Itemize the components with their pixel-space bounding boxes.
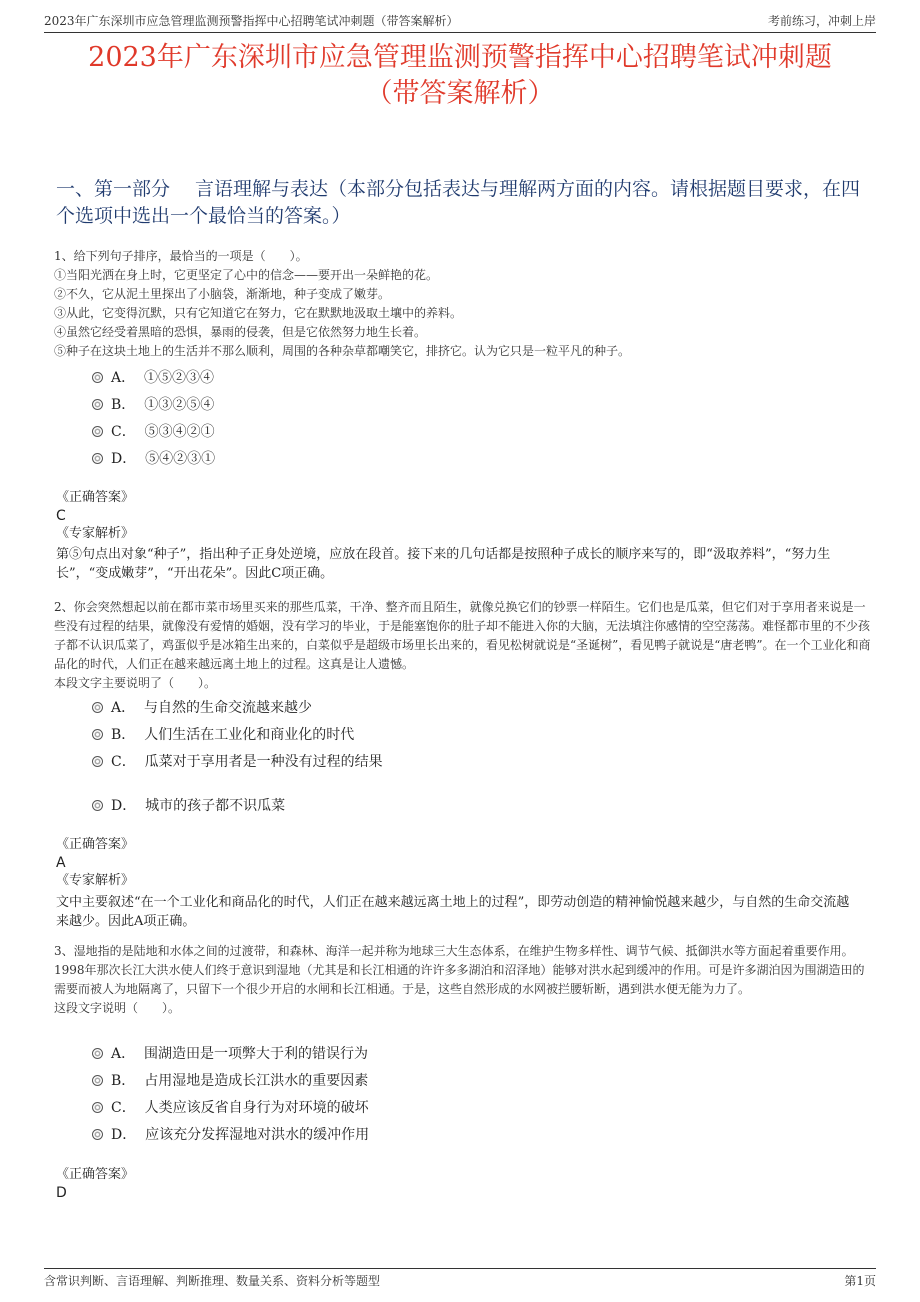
question-2-answer (56, 836, 134, 890)
option-letter: B． (111, 727, 136, 743)
question-2-passage: 2、你会突然想起以前在都市菜市场里买来的那些瓜菜，干净、整齐而且陌生，就像兑换它们的钞票一样陌生。它们也是瓜菜，但它们对于享用者来说是一些没有过程的结果，就像没有爱情的婚姻，没有学习的毕业，于是能塞饱你的肚子却不能进入你的大脑，无法填注你感情的空空荡荡。难怪都市里的不少孩子都不认识瓜菜了，鸡蛋似乎是冰箱生出来的，白菜似乎是超级市场里长出来的，看见松树就说是“圣诞树”，看见鸭子就说是“唐老鸭”。在一个工业化和商品化的时代，人们正在越来越远离土地上的过程。这真是让人遗憾。 (54, 600, 871, 671)
explanation-label: 《专家解析》 (56, 873, 135, 888)
question-1-explanation: 第⑤句点出对象“种子”，指出种子正身处逆境，应放在段首。接下来的几句话都是按照种子成长的顺序来写的，即“汲取养料”，“努力生长”，“变成嫩芽”，“开出花朵”。因此C项正确。 (56, 547, 831, 581)
option-letter: A． (111, 1046, 136, 1062)
question-1-answer (56, 489, 134, 543)
option-letter: C． (111, 754, 136, 770)
answer-value: C (56, 508, 66, 524)
title-line-2: （带答案解析） (365, 78, 555, 109)
question-1-sentence: ④虽然它经受着黑暗的恐惧，暴雨的侵袭，但是它依然努力地生长着。 (54, 325, 427, 339)
question-1-text (54, 247, 872, 361)
option-text: 人类应该反省自身行为对环境的破坏 (144, 1100, 369, 1116)
option-b[interactable] (92, 394, 214, 414)
radio-icon[interactable] (92, 372, 103, 383)
option-letter: A． (111, 700, 136, 716)
option-text: ⑤③④②① (144, 424, 215, 440)
option-text: 应该充分发挥湿地对洪水的缓冲作用 (145, 1127, 370, 1143)
page-number: 第1页 (844, 1274, 876, 1288)
radio-icon[interactable] (92, 1048, 103, 1059)
option-c[interactable] (92, 751, 383, 771)
radio-icon[interactable] (92, 1129, 103, 1140)
page-header (44, 10, 876, 33)
radio-icon[interactable] (92, 426, 103, 437)
option-letter: D． (111, 1127, 137, 1143)
explanation-label: 《专家解析》 (56, 526, 135, 541)
radio-icon[interactable] (92, 800, 103, 811)
option-letter: D． (111, 451, 137, 467)
option-text: ①⑤②③④ (144, 370, 215, 386)
radio-icon[interactable] (92, 756, 103, 767)
option-text: ⑤④②③① (145, 451, 216, 467)
question-1-stem: 1、给下列句子排序，最恰当的一项是（ ）。 (54, 249, 308, 263)
option-text: 城市的孩子都不识瓜菜 (145, 798, 286, 814)
question-3-answer (56, 1166, 134, 1202)
option-d[interactable] (92, 795, 285, 815)
option-text: 与自然的生命交流越来越少 (144, 700, 313, 716)
header-doc-title: 2023年广东深圳市应急管理监测预警指挥中心招聘笔试冲刺题（带答案解析） (44, 14, 459, 28)
radio-icon[interactable] (92, 1075, 103, 1086)
question-1-sentence: ⑤种子在这块土地上的生活并不那么顺利，周围的各种杂草都嘲笑它，排挤它。认为它只是一粒平凡的种子。 (54, 344, 631, 358)
option-letter: C． (111, 424, 136, 440)
option-a[interactable] (92, 367, 214, 387)
option-d[interactable] (92, 1124, 369, 1144)
answer-label: 《正确答案》 (56, 490, 135, 505)
option-letter: B． (111, 1073, 136, 1089)
question-2-prompt: 本段文字主要说明了（ ）。 (54, 676, 217, 690)
radio-icon[interactable] (92, 729, 103, 740)
question-2-explanation: 文中主要叙述“在一个工业化和商品化的时代，人们正在越来越远离土地上的过程”，即劳动创造的精神愉悦越来越少，与自然的生命交流越来越少。因此A项正确。 (56, 895, 850, 929)
question-1-sentence: ②不久，它从泥土里探出了小脑袋，渐渐地，种子变成了嫩芽。 (54, 287, 391, 301)
radio-icon[interactable] (92, 399, 103, 410)
option-text: 人们生活在工业化和商业化的时代 (144, 727, 355, 743)
radio-icon[interactable] (92, 702, 103, 713)
radio-icon[interactable] (92, 1102, 103, 1113)
option-letter: B． (111, 397, 136, 413)
question-2-text (54, 598, 872, 693)
option-b[interactable] (92, 724, 354, 744)
option-d[interactable] (92, 448, 215, 468)
option-a[interactable] (92, 1043, 368, 1063)
document-title (30, 40, 890, 112)
question-1-sentence: ③从此，它变得沉默，只有它知道它在努力，它在默默地汲取土壤中的养料。 (54, 306, 463, 320)
question-3-text (54, 942, 872, 1018)
option-a[interactable] (92, 697, 312, 717)
option-text: 瓜菜对于享用者是一种没有过程的结果 (144, 754, 383, 770)
question-1-sentence: ①当阳光洒在身上时，它更坚定了心中的信念——要开出一朵鲜艳的花。 (54, 268, 439, 282)
option-b[interactable] (92, 1070, 368, 1090)
option-letter: D． (111, 798, 137, 814)
option-c[interactable] (92, 421, 215, 441)
header-slogan: 考前练习，冲刺上岸 (767, 14, 876, 28)
answer-label: 《正确答案》 (56, 837, 135, 852)
page-footer (44, 1268, 876, 1289)
footer-topics: 含常识判断、言语理解、判断推理、数量关系、资料分析等题型 (44, 1274, 381, 1288)
option-text: 占用湿地是造成长江洪水的重要因素 (144, 1073, 369, 1089)
question-3-passage: 3、湿地指的是陆地和水体之间的过渡带，和森林、海洋一起并称为地球三大生态体系，在维护生物多样性、调节气候、抵御洪水等方面起着重要作用。1998年那次长江大洪水使人们终于意识到湿地（尤其是和长江相通的许许多多湖泊和沼泽地）能够对洪水起到缓冲的作用。可是许多湖泊因为围湖造田的需要而被人为地隔离了，只留下一个很少开启的水闸和长江相通。于是，这些自然形成的水网被拦腰斩断，遇到洪水便无能为力了。 (54, 944, 865, 996)
option-c[interactable] (92, 1097, 369, 1117)
question-3-prompt: 这段文字说明（ ）。 (54, 1001, 181, 1015)
section-heading: 一、第一部分 言语理解与表达（本部分包括表达与理解两方面的内容。请根据题目要求，在四个选项中选出一个最恰当的答案。） (56, 178, 861, 227)
answer-value: A (56, 855, 66, 871)
answer-label: 《正确答案》 (56, 1167, 135, 1182)
answer-value: D (56, 1185, 67, 1201)
option-text: 围湖造田是一项弊大于利的错误行为 (144, 1046, 369, 1062)
option-letter: C． (111, 1100, 136, 1116)
title-line-1: 2023年广东深圳市应急管理监测预警指挥中心招聘笔试冲刺题 (88, 42, 832, 73)
radio-icon[interactable] (92, 453, 103, 464)
option-letter: A． (111, 370, 136, 386)
option-text: ①③②⑤④ (144, 397, 215, 413)
